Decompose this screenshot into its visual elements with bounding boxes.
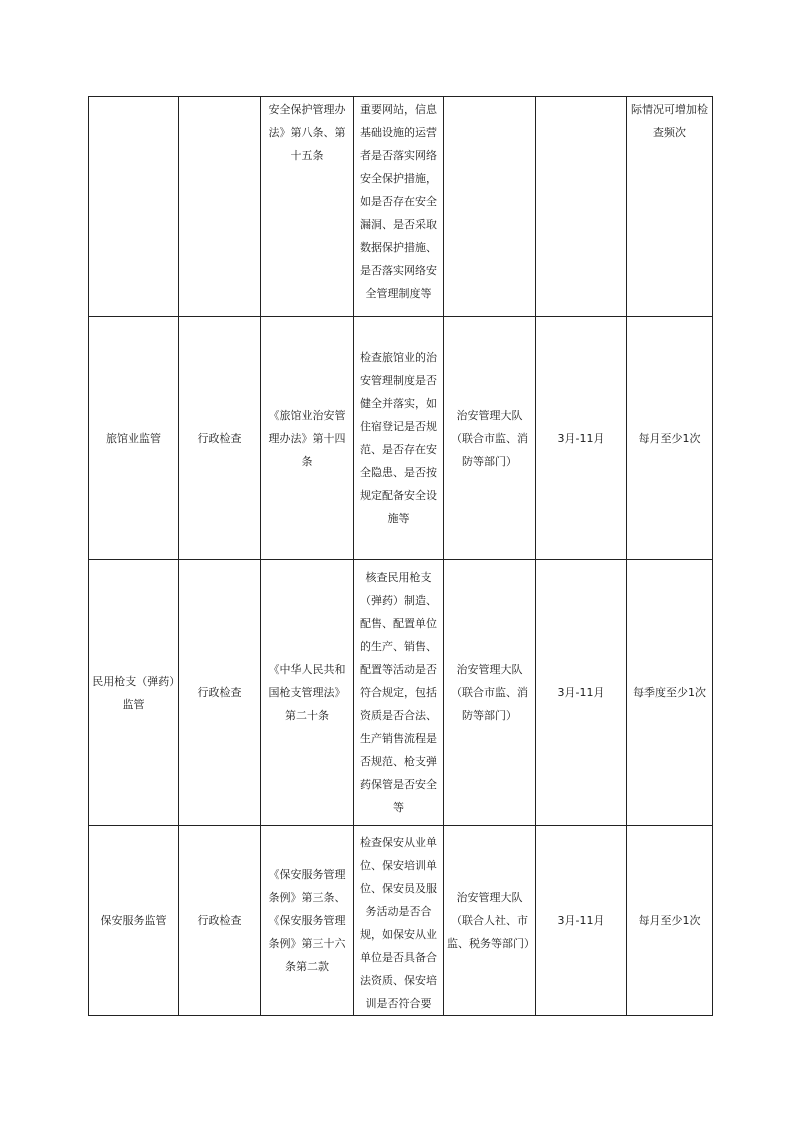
freq-cell: 际情况可增加检查频次 — [627, 97, 713, 317]
type-cell: 行政检查 — [179, 317, 261, 560]
freq-cell: 每月至少1次 — [627, 826, 713, 1016]
freq-cell: 每季度至少1次 — [627, 560, 713, 826]
table-row — [89, 97, 713, 317]
freq-cell: 每月至少1次 — [627, 317, 713, 560]
time-cell: 3月-11月 — [536, 560, 627, 826]
content-cell: 检查保安从业单位、保安培训单位、保安员及服务活动是否合规，如保安从业单位是否具备合法资质、保安培训是否符合要 — [354, 826, 444, 1016]
content-cell: 检查旅馆业的治安管理制度是否健全并落实，如住宿登记是否规范、是否存在安全隐患、是否按规定配备安全设施等 — [354, 317, 444, 560]
basis-cell: 《旅馆业治安管理办法》第十四条 — [261, 317, 354, 560]
basis-cell: 《中华人民共和国枪支管理法》第二十条 — [261, 560, 354, 826]
time-cell — [536, 97, 627, 317]
type-cell — [179, 97, 261, 317]
time-cell: 3月-11月 — [536, 317, 627, 560]
item-cell: 保安服务监管 — [89, 826, 179, 1016]
inspection-table — [88, 96, 713, 1016]
item-cell: 旅馆业监管 — [89, 317, 179, 560]
basis-cell: 《保安服务管理条例》第三条、《保安服务管理条例》第三十六条第二款 — [261, 826, 354, 1016]
time-cell: 3月-11月 — [536, 826, 627, 1016]
type-cell: 行政检查 — [179, 826, 261, 1016]
basis-cell: 安全保护管理办法》第八条、第十五条 — [261, 97, 354, 317]
table-row — [89, 317, 713, 560]
type-cell: 行政检查 — [179, 560, 261, 826]
table-row — [89, 560, 713, 826]
dept-cell: 治安管理大队（联合人社、市监、税务等部门） — [444, 826, 536, 1016]
dept-cell: 治安管理大队（联合市监、消防等部门） — [444, 317, 536, 560]
item-cell: 民用枪支（弹药）监管 — [89, 560, 179, 826]
content-cell: 重要网站，信息基础设施的运营者是否落实网络安全保护措施，如是否存在安全漏洞、是否采取数据保护措施、是否落实网络安全管理制度等 — [354, 97, 444, 317]
table-row — [89, 826, 713, 1016]
dept-cell — [444, 97, 536, 317]
content-cell: 核查民用枪支（弹药）制造、配售、配置单位的生产、销售、配置等活动是否符合规定，包括资质是否合法、生产销售流程是否规范、枪支弹药保管是否安全等 — [354, 560, 444, 826]
item-cell — [89, 97, 179, 317]
dept-cell: 治安管理大队（联合市监、消防等部门） — [444, 560, 536, 826]
